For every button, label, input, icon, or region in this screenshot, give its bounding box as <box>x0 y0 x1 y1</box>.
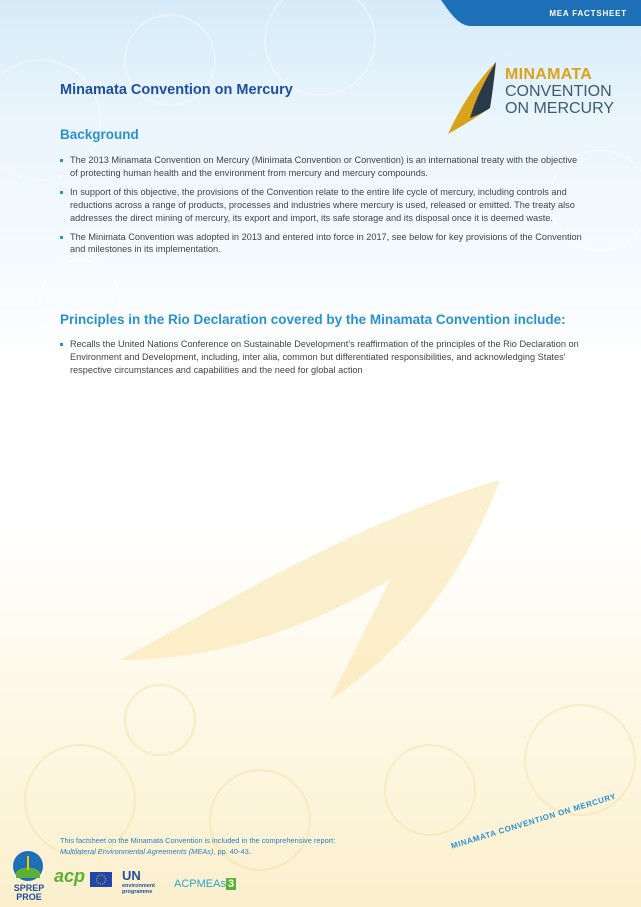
header-label: MEA FACTSHEET <box>549 9 627 18</box>
logo-line-3: ON MERCURY <box>505 100 615 117</box>
footer-note-suffix: , pp. 40-43. <box>213 846 251 856</box>
background-bullet: The Minimata Convention was adopted in 2013 and entered into force in 2017, see below for key provisions of the Convention and milestones in its implementation. <box>60 231 584 257</box>
footer-report-reference: Multilateral Environmental Agreements (MEAs) <box>60 846 214 856</box>
logo-line-2: CONVENTION <box>505 83 612 100</box>
minamata-logo-text <box>505 66 614 117</box>
footer-corner-title: MINAMATA CONVENTION ON MERCURY <box>450 791 618 851</box>
eu-flag-icon <box>90 872 112 887</box>
un-logo-text: UN <box>122 868 141 883</box>
acp-meas-text: ACPMEAs <box>174 878 226 890</box>
principles-bullet-list <box>60 338 584 383</box>
logo-line-1: MINAMATA <box>505 66 593 83</box>
background-arrow-swoosh <box>120 480 500 700</box>
acp-logo <box>54 866 85 887</box>
background-bullet: The 2013 Minamata Convention on Mercury (Minimata Convention or Convention) is an international treaty with the objective of protecting human health and the environment from mercury and mercury compounds. <box>60 154 584 180</box>
footer-note-prefix: This factsheet on the Minamata Convention is included in the comprehensive report: <box>60 836 336 845</box>
background-heading: Background <box>60 127 139 142</box>
background-bullet: In support of this objective, the provisions of the Convention relate to the entire life cycle of mercury, including controls and reductions across a range of products, processes and industries where mercury is used, released or emitted. The treaty also addresses the direct mining of mercury, its export and import, its safe storage and its disposal once it is deemed waste. <box>60 186 584 225</box>
acp-logo-text: acp <box>54 866 86 886</box>
acp-meas-logo <box>174 878 236 890</box>
principles-bullet: Recalls the United Nations Conference on Sustainable Development's reaffirmation of the principles of the Rio Declaration on Environment and Development, including, inter alia, common but differentiated responsibilities, and acknowledging States' respective circumstances and capabilities and the need for global action <box>60 338 584 377</box>
unep-logo <box>122 868 155 895</box>
principles-heading: Principles in the Rio Declaration covered by the Minamata Convention include: <box>60 312 566 327</box>
partner-logos <box>8 848 258 904</box>
sprep-logo <box>8 848 48 904</box>
acp-meas-number: 3 <box>227 878 235 890</box>
unep-environment-text: environment <box>122 883 156 889</box>
background-bullet-list <box>60 154 584 262</box>
sprep-emblem-icon <box>8 848 48 884</box>
sprep-line-1: SPREP <box>13 883 45 893</box>
page-title: Minamata Convention on Mercury <box>60 82 293 98</box>
sprep-line-2: PROE <box>16 892 42 902</box>
unep-programme-text: programme <box>122 889 153 895</box>
